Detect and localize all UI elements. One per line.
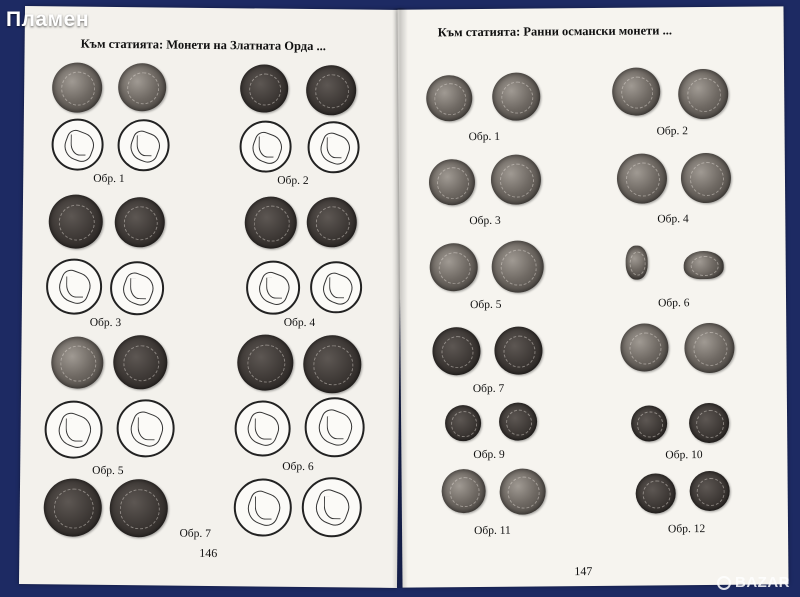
coin-photo (306, 65, 357, 116)
coin-photo (109, 479, 168, 538)
seller-watermark: Пламен (6, 8, 90, 31)
coin-photo (426, 75, 472, 121)
coin-drawing (233, 478, 292, 537)
coin-photo (681, 153, 731, 203)
coin-photo (631, 405, 667, 441)
figure-caption: Обр. 4 (657, 213, 689, 226)
figure-caption: Обр. 3 (469, 214, 501, 228)
coin-photo (113, 335, 168, 390)
figure-caption: Обр. 2 (656, 125, 689, 138)
marketplace-logo (717, 574, 790, 591)
coin-photo (612, 67, 660, 115)
coin-drawing (46, 258, 103, 315)
coin-drawing (239, 120, 292, 173)
figure-caption: Обр. 1 (468, 130, 501, 144)
right-page (397, 6, 788, 587)
right-page-number: 147 (574, 564, 593, 579)
logo-icon (717, 576, 731, 590)
figure-caption: Обр. 5 (470, 298, 502, 312)
figure-caption: Обр. 4 (283, 316, 316, 330)
coin-photo (240, 64, 289, 113)
coin-drawing (246, 260, 301, 315)
coin-photo (52, 62, 103, 113)
coin-photo (499, 468, 545, 514)
figure-caption: Обр. 7 (472, 382, 505, 396)
figure-caption: Обр. 6 (282, 460, 314, 474)
coin-drawing (234, 400, 291, 457)
coin-photo (43, 478, 102, 537)
coin-photo (678, 69, 728, 119)
coin-photo (617, 153, 667, 203)
coin-photo (491, 154, 541, 204)
logo-text: BAZAR (735, 574, 790, 591)
coin-photo (492, 72, 540, 120)
coin-photo (684, 323, 734, 373)
coin-photo (689, 403, 729, 443)
figure-caption: Обр. 3 (89, 316, 122, 330)
coin-photo (51, 336, 104, 389)
figure-caption: Обр. 12 (667, 523, 706, 536)
coin-photo (115, 197, 166, 248)
coin-drawing (301, 477, 362, 538)
coin-photo (690, 471, 730, 511)
figure-caption: Обр. 6 (658, 297, 690, 310)
figure-caption: Обр. 1 (93, 172, 125, 186)
left-page-number: 146 (199, 545, 218, 561)
book-gutter (392, 8, 408, 588)
left-page (19, 6, 403, 588)
coin-photo (499, 402, 537, 440)
coin-photo (430, 243, 478, 291)
figure-caption: Обр. 9 (473, 448, 505, 462)
coin-drawing (307, 121, 360, 174)
coin-drawing (110, 261, 165, 316)
coin-photo (118, 63, 167, 112)
coin-photo (492, 240, 544, 292)
figure-caption: Обр. 5 (92, 464, 124, 478)
coin-photo (636, 473, 676, 513)
coin-drawing (51, 118, 104, 171)
coin-photo (245, 196, 298, 249)
coin-drawing (44, 400, 103, 459)
coin-drawing (310, 261, 363, 314)
coin-photo (620, 323, 668, 371)
coin-fragment-photo (626, 246, 648, 280)
right-page-header: Към статията: Ранни османски монети ... (437, 23, 673, 40)
coin-drawing (304, 397, 365, 458)
coin-photo (494, 326, 542, 374)
figure-caption: Обр. 11 (473, 524, 511, 538)
coin-drawing (117, 119, 170, 172)
figure-caption: Обр. 10 (665, 449, 703, 462)
coin-drawing (116, 399, 175, 458)
coin-photo (445, 405, 481, 441)
figure-caption: Обр. 2 (277, 174, 309, 188)
coin-photo (429, 159, 475, 205)
coin-photo (441, 469, 485, 513)
coin-photo (303, 335, 362, 394)
coin-photo (307, 197, 358, 248)
coin-photo (432, 327, 480, 375)
coin-photo (237, 334, 294, 391)
left-page-header: Към статията: Монети на Златната Орда ... (80, 36, 326, 54)
coin-photo (49, 194, 104, 249)
coin-fragment-photo (684, 251, 724, 279)
figure-caption: Обр. 7 (179, 527, 211, 541)
